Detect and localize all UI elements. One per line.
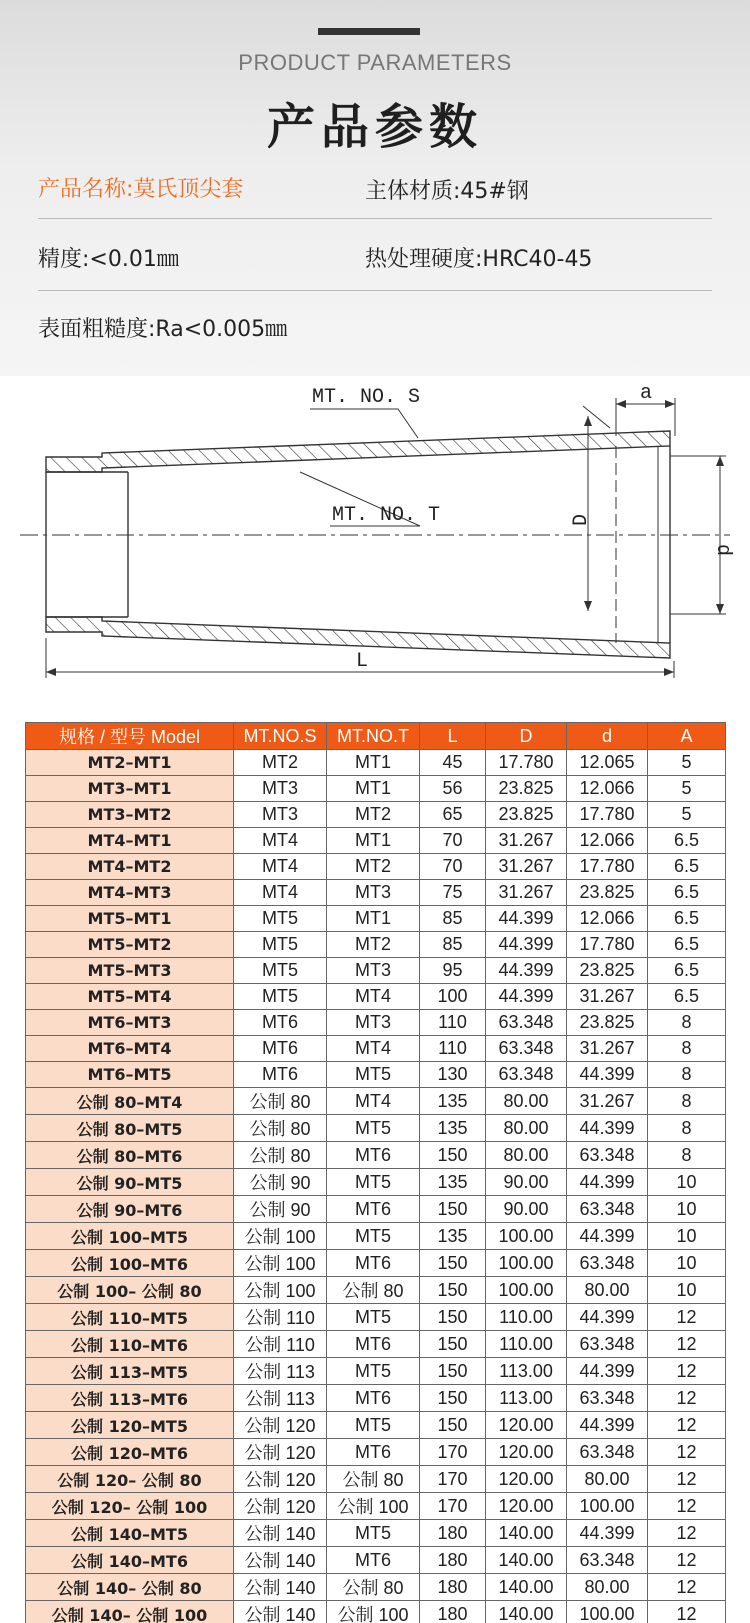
cell-model: 公制 100–MT5 — [26, 1223, 234, 1250]
col-header-a: A — [648, 723, 726, 750]
cell-a: 12 — [648, 1304, 726, 1331]
material: 主体材质:45#钢 — [365, 179, 529, 204]
cell-mt-no-s: MT3 — [234, 776, 327, 802]
cell-a: 12 — [648, 1574, 726, 1601]
table-row — [26, 1601, 726, 1623]
cell-a: 12 — [648, 1466, 726, 1493]
cell-d-outer: 110.00 — [486, 1304, 567, 1331]
cell-l: 110 — [420, 1010, 486, 1036]
cell-a: 12 — [648, 1385, 726, 1412]
cell-mt-no-t: MT1 — [327, 776, 420, 802]
cell-l: 85 — [420, 932, 486, 958]
cell-mt-no-s: 公制 140 — [234, 1601, 327, 1623]
cell-model: 公制 120– 公制 100 — [26, 1493, 234, 1520]
table-row — [26, 776, 726, 802]
cell-d-outer: 110.00 — [486, 1331, 567, 1358]
precision: 精度:<0.01㎜ — [38, 247, 179, 272]
cell-mt-no-s: MT6 — [234, 1010, 327, 1036]
cell-l: 70 — [420, 854, 486, 880]
cell-model: MT3–MT1 — [26, 776, 234, 802]
cell-a: 6.5 — [648, 932, 726, 958]
cell-d-inner: 63.348 — [567, 1250, 648, 1277]
cell-d-outer: 80.00 — [486, 1088, 567, 1115]
cell-a: 6.5 — [648, 854, 726, 880]
table-row — [26, 1250, 726, 1277]
cell-a: 12 — [648, 1439, 726, 1466]
cell-model: 公制 100–MT6 — [26, 1250, 234, 1277]
product-name: 产品名称:莫氏顶尖套 — [38, 177, 244, 202]
cell-d-inner: 80.00 — [567, 1574, 648, 1601]
cell-d-inner: 12.066 — [567, 906, 648, 932]
cell-d-outer: 113.00 — [486, 1358, 567, 1385]
cell-l: 45 — [420, 750, 486, 776]
cell-mt-no-t: MT5 — [327, 1358, 420, 1385]
cell-d-inner: 12.066 — [567, 828, 648, 854]
cell-d-inner: 44.399 — [567, 1358, 648, 1385]
cell-a: 6.5 — [648, 906, 726, 932]
cell-mt-no-s: 公制 120 — [234, 1493, 327, 1520]
cell-d-outer: 140.00 — [486, 1601, 567, 1623]
cell-d-inner: 12.066 — [567, 776, 648, 802]
title-accent-bar — [318, 28, 420, 35]
cell-model: 公制 90–MT5 — [26, 1169, 234, 1196]
cell-d-outer: 23.825 — [486, 802, 567, 828]
cell-a: 10 — [648, 1223, 726, 1250]
table-row — [26, 932, 726, 958]
cell-mt-no-t: MT3 — [327, 958, 420, 984]
table-row — [26, 1196, 726, 1223]
table-row — [26, 1169, 726, 1196]
cell-model: MT4–MT1 — [26, 828, 234, 854]
cell-l: 170 — [420, 1439, 486, 1466]
cell-d-outer: 90.00 — [486, 1169, 567, 1196]
cell-mt-no-s: 公制 120 — [234, 1466, 327, 1493]
cell-mt-no-s: 公制 110 — [234, 1304, 327, 1331]
cell-l: 110 — [420, 1036, 486, 1062]
cell-mt-no-t: MT3 — [327, 1010, 420, 1036]
divider — [38, 290, 712, 291]
table-row — [26, 1358, 726, 1385]
cell-d-inner: 44.399 — [567, 1169, 648, 1196]
cell-mt-no-t: MT4 — [327, 984, 420, 1010]
cell-l: 180 — [420, 1601, 486, 1623]
cell-l: 135 — [420, 1088, 486, 1115]
cell-l: 170 — [420, 1493, 486, 1520]
cell-mt-no-s: 公制 80 — [234, 1142, 327, 1169]
cell-model: MT4–MT3 — [26, 880, 234, 906]
cell-mt-no-t: 公制 80 — [327, 1574, 420, 1601]
cell-a: 10 — [648, 1277, 726, 1304]
cell-mt-no-s: MT5 — [234, 906, 327, 932]
cell-a: 6.5 — [648, 958, 726, 984]
cell-mt-no-t: MT5 — [327, 1304, 420, 1331]
cell-mt-no-s: MT5 — [234, 958, 327, 984]
cell-l: 150 — [420, 1385, 486, 1412]
cell-mt-no-s: 公制 80 — [234, 1115, 327, 1142]
cell-mt-no-t: MT5 — [327, 1412, 420, 1439]
cell-d-inner: 63.348 — [567, 1331, 648, 1358]
cell-l: 95 — [420, 958, 486, 984]
cell-a: 8 — [648, 1036, 726, 1062]
cell-l: 150 — [420, 1142, 486, 1169]
cell-mt-no-t: MT5 — [327, 1169, 420, 1196]
cell-a: 5 — [648, 750, 726, 776]
table-row — [26, 1142, 726, 1169]
table-row — [26, 1412, 726, 1439]
cell-a: 6.5 — [648, 880, 726, 906]
cell-l: 150 — [420, 1304, 486, 1331]
cell-mt-no-s: 公制 90 — [234, 1169, 327, 1196]
cell-a: 12 — [648, 1547, 726, 1574]
cell-model: 公制 110–MT6 — [26, 1331, 234, 1358]
cell-d-inner: 12.065 — [567, 750, 648, 776]
cell-d-inner: 31.267 — [567, 1036, 648, 1062]
cell-l: 150 — [420, 1412, 486, 1439]
cell-a: 8 — [648, 1115, 726, 1142]
cell-mt-no-s: MT4 — [234, 880, 327, 906]
cell-d-inner: 17.780 — [567, 854, 648, 880]
cell-l: 180 — [420, 1574, 486, 1601]
cell-model: 公制 100– 公制 80 — [26, 1277, 234, 1304]
cell-d-inner: 44.399 — [567, 1520, 648, 1547]
cell-mt-no-s: 公制 110 — [234, 1331, 327, 1358]
cell-mt-no-t: MT2 — [327, 932, 420, 958]
cell-a: 5 — [648, 776, 726, 802]
cell-d-inner: 44.399 — [567, 1115, 648, 1142]
table-row — [26, 1439, 726, 1466]
cell-mt-no-t: MT6 — [327, 1196, 420, 1223]
cell-d-outer: 120.00 — [486, 1412, 567, 1439]
cell-d-inner: 63.348 — [567, 1439, 648, 1466]
col-header-mt-no-s: MT.NO.S — [234, 723, 327, 750]
table-header-row — [26, 723, 726, 750]
table-row — [26, 1088, 726, 1115]
cell-mt-no-t: 公制 80 — [327, 1466, 420, 1493]
cell-d-outer: 140.00 — [486, 1574, 567, 1601]
cell-d-outer: 100.00 — [486, 1223, 567, 1250]
col-header-model: 规格 / 型号 Model — [26, 723, 234, 750]
cell-model: 公制 110–MT5 — [26, 1304, 234, 1331]
cell-d-inner: 63.348 — [567, 1196, 648, 1223]
spec-table — [25, 722, 726, 1623]
cell-d-inner: 17.780 — [567, 932, 648, 958]
col-header-mt-no-t: MT.NO.T — [327, 723, 420, 750]
table-row — [26, 1331, 726, 1358]
cell-d-inner: 44.399 — [567, 1304, 648, 1331]
cell-model: 公制 80–MT6 — [26, 1142, 234, 1169]
cell-d-outer: 90.00 — [486, 1196, 567, 1223]
cell-model: 公制 113–MT6 — [26, 1385, 234, 1412]
cell-mt-no-t: MT1 — [327, 750, 420, 776]
cell-a: 8 — [648, 1088, 726, 1115]
cell-mt-no-s: MT4 — [234, 854, 327, 880]
cell-d-outer: 63.348 — [486, 1010, 567, 1036]
cell-mt-no-t: MT6 — [327, 1547, 420, 1574]
cell-d-outer: 63.348 — [486, 1036, 567, 1062]
cell-model: MT6–MT5 — [26, 1062, 234, 1088]
cell-d-outer: 44.399 — [486, 958, 567, 984]
table-row — [26, 1010, 726, 1036]
table-body — [26, 750, 726, 1623]
cell-mt-no-t: MT6 — [327, 1331, 420, 1358]
cell-model: 公制 80–MT5 — [26, 1115, 234, 1142]
cell-d-outer: 63.348 — [486, 1062, 567, 1088]
cell-model: MT2–MT1 — [26, 750, 234, 776]
upper-wall — [46, 431, 670, 472]
cell-model: MT5–MT3 — [26, 958, 234, 984]
cell-mt-no-s: MT3 — [234, 802, 327, 828]
cell-mt-no-s: 公制 140 — [234, 1520, 327, 1547]
table-row — [26, 1304, 726, 1331]
cell-a: 8 — [648, 1062, 726, 1088]
cell-l: 85 — [420, 906, 486, 932]
cell-mt-no-s: MT5 — [234, 984, 327, 1010]
cell-mt-no-s: 公制 140 — [234, 1547, 327, 1574]
table-row — [26, 1223, 726, 1250]
cell-mt-no-t: MT5 — [327, 1223, 420, 1250]
cell-model: 公制 113–MT5 — [26, 1358, 234, 1385]
cell-mt-no-t: MT6 — [327, 1439, 420, 1466]
cell-a: 12 — [648, 1331, 726, 1358]
cell-model: MT3–MT2 — [26, 802, 234, 828]
cell-mt-no-s: 公制 120 — [234, 1412, 327, 1439]
cell-model: MT6–MT3 — [26, 1010, 234, 1036]
cell-mt-no-s: 公制 100 — [234, 1223, 327, 1250]
cell-l: 135 — [420, 1223, 486, 1250]
cell-l: 180 — [420, 1547, 486, 1574]
cell-d-outer: 31.267 — [486, 828, 567, 854]
cell-model: MT4–MT2 — [26, 854, 234, 880]
cell-d-outer: 44.399 — [486, 906, 567, 932]
cell-d-inner: 44.399 — [567, 1062, 648, 1088]
cell-model: 公制 120– 公制 80 — [26, 1466, 234, 1493]
cell-mt-no-s: 公制 100 — [234, 1277, 327, 1304]
cell-d-outer: 17.780 — [486, 750, 567, 776]
cell-l: 100 — [420, 984, 486, 1010]
cell-d-inner: 23.825 — [567, 1010, 648, 1036]
cell-d-inner: 31.267 — [567, 984, 648, 1010]
cell-l: 150 — [420, 1277, 486, 1304]
cell-mt-no-s: MT4 — [234, 828, 327, 854]
parameters-panel — [0, 0, 750, 376]
cell-model: 公制 90–MT6 — [26, 1196, 234, 1223]
table-row — [26, 1385, 726, 1412]
cell-mt-no-s: MT2 — [234, 750, 327, 776]
cell-d-inner: 63.348 — [567, 1547, 648, 1574]
table-row — [26, 1520, 726, 1547]
cell-mt-no-s: 公制 140 — [234, 1574, 327, 1601]
cell-mt-no-t: 公制 100 — [327, 1493, 420, 1520]
cell-d-inner: 100.00 — [567, 1493, 648, 1520]
col-header-l: L — [420, 723, 486, 750]
cell-a: 12 — [648, 1520, 726, 1547]
cell-l: 150 — [420, 1358, 486, 1385]
technical-drawing — [0, 376, 750, 720]
cell-d-outer: 113.00 — [486, 1385, 567, 1412]
cell-l: 130 — [420, 1062, 486, 1088]
cell-d-outer: 23.825 — [486, 776, 567, 802]
table-row — [26, 1036, 726, 1062]
cell-mt-no-t: MT6 — [327, 1142, 420, 1169]
cell-model: 公制 140–MT5 — [26, 1520, 234, 1547]
cell-d-outer: 100.00 — [486, 1250, 567, 1277]
label-L: L — [356, 650, 369, 673]
cell-model: 公制 140–MT6 — [26, 1547, 234, 1574]
cell-l: 65 — [420, 802, 486, 828]
cell-a: 12 — [648, 1412, 726, 1439]
cell-d-outer: 140.00 — [486, 1547, 567, 1574]
cell-d-outer: 31.267 — [486, 880, 567, 906]
cell-a: 6.5 — [648, 828, 726, 854]
cell-model: MT6–MT4 — [26, 1036, 234, 1062]
cell-mt-no-t: MT2 — [327, 802, 420, 828]
table-row — [26, 1277, 726, 1304]
table-row — [26, 1466, 726, 1493]
table-row — [26, 802, 726, 828]
section-title: 产品参数 — [266, 99, 483, 155]
table-row — [26, 1062, 726, 1088]
cell-mt-no-t: MT6 — [327, 1385, 420, 1412]
cell-mt-no-t: MT5 — [327, 1115, 420, 1142]
table-row — [26, 750, 726, 776]
cell-model: 公制 140– 公制 80 — [26, 1574, 234, 1601]
cell-mt-no-s: 公制 90 — [234, 1196, 327, 1223]
cell-mt-no-s: MT6 — [234, 1062, 327, 1088]
table-row — [26, 906, 726, 932]
cell-d-inner: 80.00 — [567, 1466, 648, 1493]
cell-mt-no-t: MT3 — [327, 880, 420, 906]
cell-l: 56 — [420, 776, 486, 802]
cell-a: 8 — [648, 1142, 726, 1169]
cell-mt-no-t: 公制 100 — [327, 1601, 420, 1623]
cell-a: 10 — [648, 1169, 726, 1196]
cell-d-outer: 44.399 — [486, 932, 567, 958]
col-header-d-outer: D — [486, 723, 567, 750]
table-row — [26, 1115, 726, 1142]
table-row — [26, 1493, 726, 1520]
cell-l: 70 — [420, 828, 486, 854]
cell-d-outer: 120.00 — [486, 1439, 567, 1466]
cell-model: MT5–MT1 — [26, 906, 234, 932]
cell-l: 150 — [420, 1331, 486, 1358]
cell-d-outer: 100.00 — [486, 1277, 567, 1304]
cell-a: 8 — [648, 1010, 726, 1036]
cell-l: 135 — [420, 1115, 486, 1142]
table-row — [26, 958, 726, 984]
cell-l: 135 — [420, 1169, 486, 1196]
cell-mt-no-t: MT1 — [327, 828, 420, 854]
cell-d-outer: 140.00 — [486, 1520, 567, 1547]
cell-mt-no-s: MT6 — [234, 1036, 327, 1062]
cell-mt-no-s: 公制 113 — [234, 1385, 327, 1412]
cell-mt-no-t: MT2 — [327, 854, 420, 880]
table-row — [26, 828, 726, 854]
label-D: D — [570, 513, 593, 526]
cell-d-inner: 23.825 — [567, 880, 648, 906]
cell-d-inner: 63.348 — [567, 1142, 648, 1169]
section-subtitle: PRODUCT PARAMETERS — [238, 50, 512, 75]
cell-d-inner: 44.399 — [567, 1223, 648, 1250]
cell-d-inner: 80.00 — [567, 1277, 648, 1304]
cell-d-inner: 17.780 — [567, 802, 648, 828]
label-mt-no-t: MT. NO. T — [332, 504, 441, 527]
cell-a: 12 — [648, 1358, 726, 1385]
cell-mt-no-t: MT4 — [327, 1036, 420, 1062]
cell-mt-no-t: MT6 — [327, 1250, 420, 1277]
hardness: 热处理硬度:HRC40-45 — [365, 247, 593, 272]
cell-d-outer: 31.267 — [486, 854, 567, 880]
cell-model: 公制 120–MT5 — [26, 1412, 234, 1439]
cell-a: 5 — [648, 802, 726, 828]
cell-mt-no-s: MT5 — [234, 932, 327, 958]
divider — [38, 218, 712, 219]
cell-mt-no-t: 公制 80 — [327, 1277, 420, 1304]
cell-d-inner: 63.348 — [567, 1385, 648, 1412]
cell-l: 170 — [420, 1466, 486, 1493]
table-row — [26, 1574, 726, 1601]
cell-mt-no-t: MT4 — [327, 1088, 420, 1115]
cell-a: 10 — [648, 1250, 726, 1277]
cell-model: 公制 140– 公制 100 — [26, 1601, 234, 1623]
cell-mt-no-t: MT5 — [327, 1520, 420, 1547]
cell-mt-no-s: 公制 100 — [234, 1250, 327, 1277]
table-row — [26, 854, 726, 880]
roughness: 表面粗糙度:Ra<0.005㎜ — [38, 317, 288, 342]
table-row — [26, 1547, 726, 1574]
cell-model: 公制 80–MT4 — [26, 1088, 234, 1115]
cell-d-inner: 23.825 — [567, 958, 648, 984]
cell-d-inner: 31.267 — [567, 1088, 648, 1115]
cell-l: 150 — [420, 1196, 486, 1223]
col-header-d-inner: d — [567, 723, 648, 750]
label-d: d — [711, 544, 734, 557]
table-row — [26, 984, 726, 1010]
cell-mt-no-s: 公制 80 — [234, 1088, 327, 1115]
cell-d-outer: 120.00 — [486, 1466, 567, 1493]
cell-d-outer: 80.00 — [486, 1115, 567, 1142]
cell-a: 12 — [648, 1493, 726, 1520]
cell-mt-no-s: 公制 120 — [234, 1439, 327, 1466]
cell-d-outer: 80.00 — [486, 1142, 567, 1169]
cell-l: 75 — [420, 880, 486, 906]
cell-l: 150 — [420, 1250, 486, 1277]
label-mt-no-s: MT. NO. S — [312, 386, 421, 409]
cell-a: 6.5 — [648, 984, 726, 1010]
label-a: a — [640, 382, 653, 405]
table-row — [26, 880, 726, 906]
cell-mt-no-s: 公制 113 — [234, 1358, 327, 1385]
cell-model: MT5–MT2 — [26, 932, 234, 958]
cell-l: 180 — [420, 1520, 486, 1547]
cell-mt-no-t: MT1 — [327, 906, 420, 932]
cell-a: 10 — [648, 1196, 726, 1223]
cell-d-inner: 100.00 — [567, 1601, 648, 1623]
cell-d-outer: 44.399 — [486, 984, 567, 1010]
cell-mt-no-t: MT5 — [327, 1062, 420, 1088]
cell-model: MT5–MT4 — [26, 984, 234, 1010]
cell-a: 12 — [648, 1601, 726, 1623]
cell-d-outer: 120.00 — [486, 1493, 567, 1520]
cell-model: 公制 120–MT6 — [26, 1439, 234, 1466]
cell-d-inner: 44.399 — [567, 1412, 648, 1439]
